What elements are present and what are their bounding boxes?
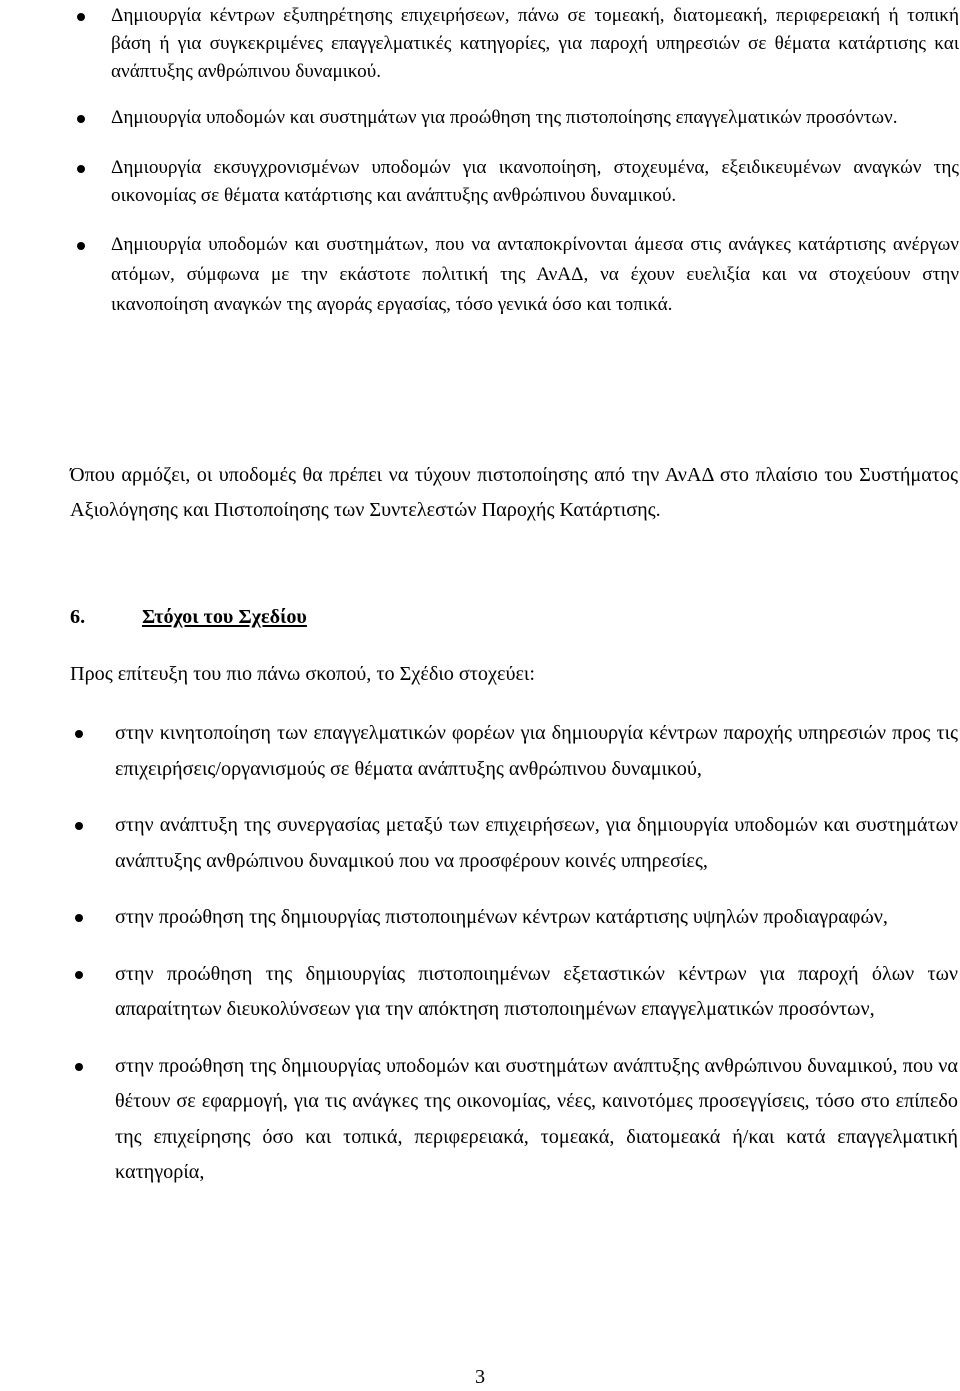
list-item [115,808,958,879]
list-item-text: Δημιουργία υποδομών και συστημάτων, που να ανταποκρίνονται άμεσα στις ανάγκες κατάρτισης ανέργων ατόμων, σύμφωνα με την εκάστοτε πολιτική της ΑνΑΔ, να έχουν ευελιξία και να στοχεύουν στην ικανοποίηση αναγκών της αγοράς εργασίας, τόσο γενικά όσο και τοπικά. [111,234,959,315]
goals-list [115,716,958,1191]
intro-paragraph: Προς επίτευξη του πιο πάνω σκοπού, το Σχέδιο στοχεύει: [70,663,535,685]
list-item [111,2,959,86]
bullet-icon [77,115,85,123]
list-item [115,957,958,1028]
list-item [111,230,959,320]
bullet-icon [75,730,83,738]
list-item-text: Δημιουργία κέντρων εξυπηρέτησης επιχειρήσεων, πάνω σε τομεακή, διατομεακή, περιφερειακή ή τοπική βάση ή για συγκεκριμένες επαγγελματικές κατηγορίες, για παροχή υπηρεσιών σε θέματα κατάρτισης και ανάπτυξης ανθρώπινου δυναμικού. [111,5,959,82]
list-item-text: Δημιουργία εκσυγχρονισμένων υποδομών για ικανοποίηση, στοχευμένα, εξειδικευμένων αναγκών της οικονομίας σε θέματα κατάρτισης και ανάπτυξης ανθρώπινου δυναμικού. [111,157,959,206]
list-item-text: στην προώθηση της δημιουργίας πιστοποιημένων κέντρων κατάρτισης υψηλών προδιαγραφών, [115,906,888,928]
bullet-icon [77,13,85,21]
list-item-text: Δημιουργία υποδομών και συστημάτων για προώθηση της πιστοποίησης επαγγελματικών προσόντων. [111,107,898,128]
list-item-text: στην ανάπτυξη της συνεργασίας μεταξύ των επιχειρήσεων, για δημιουργία υποδομών και συστημάτων ανάπτυξης ανθρώπινου δυναμικού που να προσφέρουν κοινές υπηρεσίες, [115,814,958,872]
page-number: 3 [474,1366,486,1388]
list-item [111,154,959,210]
bullet-icon [75,971,83,979]
bullet-icon [77,242,85,250]
list-item-text: στην προώθηση της δημιουργίας υποδομών και συστημάτων ανάπτυξης ανθρώπινου δυναμικού, που να θέτουν σε εφαρμογή, για τις ανάγκες της οικονομίας, νέες, καινοτόμες προσεγγίσεις, τόσο στο επίπεδο της επιχείρησης όσο και τοπικά, περιφερειακά, τομεακά, διατομεακά ή/και κατά επαγγελματική κατηγορία, [115,1054,958,1183]
list-item-text: στην κινητοποίηση των επαγγελματικών φορέων για δημιουργία κέντρων παροχής υπηρεσιών προς τις επιχειρήσεις/οργανισμούς σε θέματα ανάπτυξης ανθρώπινου δυναμικού, [115,722,958,780]
section-number: 6. [70,606,86,628]
top-bullet-list [111,0,959,320]
list-item [111,104,959,132]
certification-paragraph: Όπου αρμόζει, οι υποδομές θα πρέπει να τύχουν πιστοποίησης από την ΑνΑΔ στο πλαίσιο του Συστήματος Αξιολόγησης και Πιστοποίησης των Συντελεστών Παροχής Κατάρτισης. [70,464,958,521]
bullet-icon [75,914,83,922]
list-item [115,900,958,936]
section-heading [70,600,307,635]
list-item [115,1049,958,1191]
list-item-text: στην προώθηση της δημιουργίας πιστοποιημένων εξεταστικών κέντρων για παροχή όλων των απαραίτητων διευκολύνσεων για την απόκτηση πιστοποιημένων επαγγελματικών προσόντων, [115,962,958,1020]
section-title: Στόχοι του Σχεδίου [142,606,307,628]
bullet-icon [75,1063,83,1071]
bullet-icon [75,822,83,830]
list-item [115,716,958,787]
bullet-icon [77,165,85,173]
